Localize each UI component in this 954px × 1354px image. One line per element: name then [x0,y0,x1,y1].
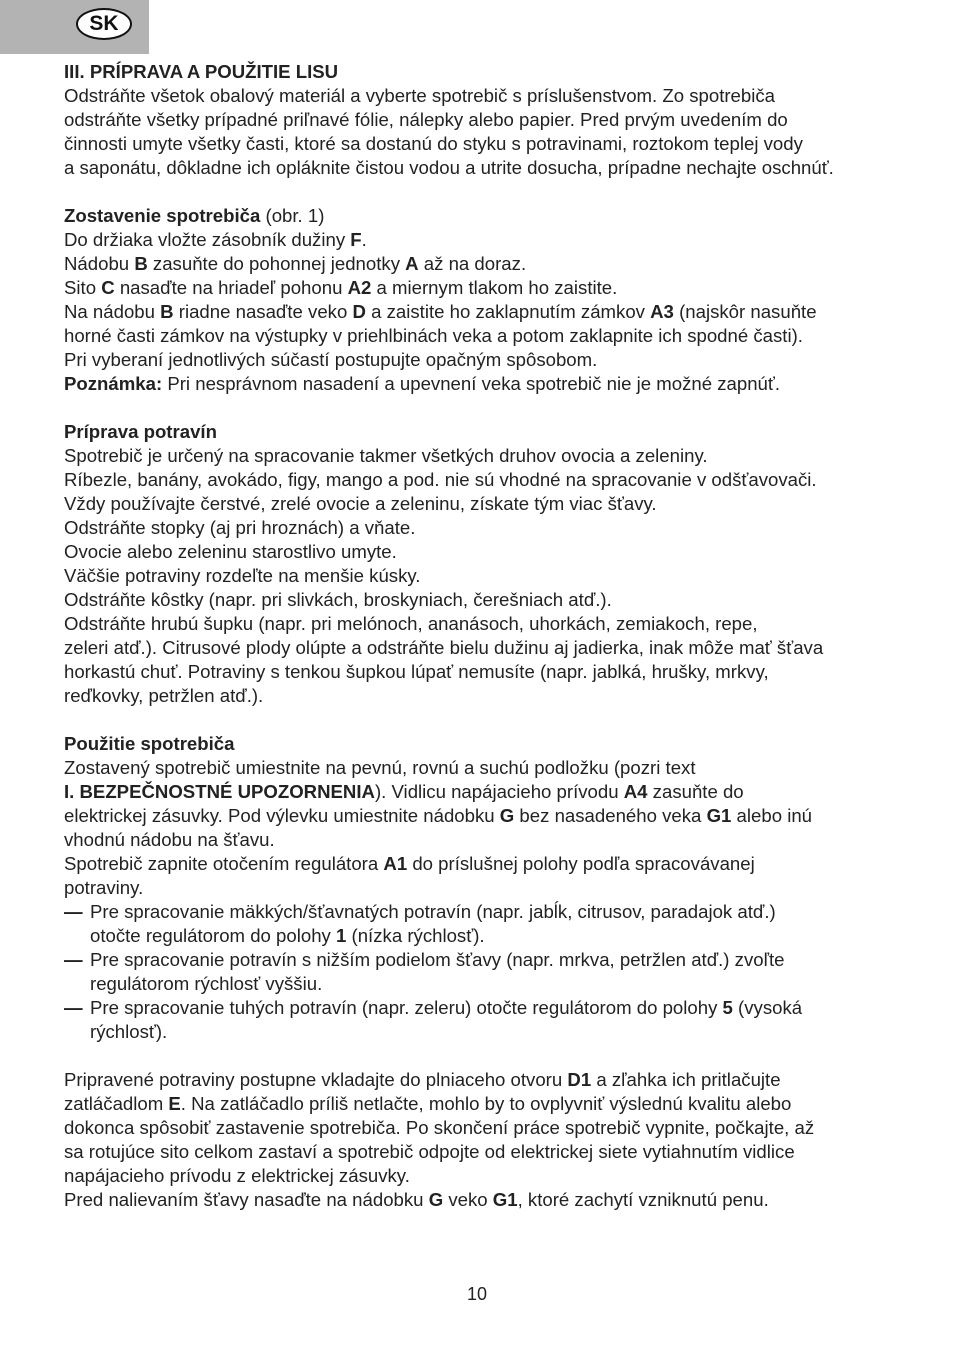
text: a zaistite ho zaklapnutím zámkov [365,301,651,322]
section-reference: I. BEZPEČNOSTNÉ UPOZORNENIA [64,781,375,802]
text: do príslušnej polohy podľa spracovávanej [407,853,755,874]
paragraph-line: Pri vyberaní jednotlivých súčastí postupujte opačným spôsobom. [64,349,598,370]
part-label: A [405,253,419,274]
text: Do držiaka vložte zásobník dužiny [64,229,351,250]
part-label: G1 [706,805,732,826]
part-label: G1 [492,1189,518,1210]
bullet-item [64,900,914,948]
bullet-line: rýchlosť). [90,1021,168,1042]
paragraph-line: zeleri atď.). Citrusové plody olúpte a odstráňte bielu dužinu aj jadierka, inak môže mať šťava [64,637,824,658]
text: zasuňte do [647,781,744,802]
part-label: G [499,805,515,826]
text: (nízka rýchlosť). [346,925,485,946]
paragraph-line [64,1188,914,1212]
bullet-item [64,948,914,996]
paragraph-line [64,228,914,252]
paragraph-line: Ríbezle, banány, avokádo, figy, mango a pod. nie sú vhodné na spracovanie v odšťavovači. [64,469,817,490]
part-label: F [350,229,362,250]
paragraph-line [64,276,914,300]
subsection-heading: Použitie spotrebiča [64,733,235,754]
paragraph-line [64,252,914,276]
paragraph-line: Vždy používajte čerstvé, zrelé ovocie a zeleninu, získate tým viac šťavy. [64,493,657,514]
heading-text: Zostavenie spotrebiča [64,205,261,226]
paragraph-line [64,780,914,804]
language-badge: SK [76,8,132,40]
text: až na doraz. [418,253,527,274]
paragraph-line: Odstráňte kôstky (napr. pri slivkách, broskyniach, čerešniach atď.). [64,589,612,610]
paragraph-line: Odstráňte stopky (aj pri hroznách) a vňate. [64,517,416,538]
paragraph-line [64,1092,914,1116]
paragraph-line: Odstráňte všetok obalový materiál a vyberte spotrebič s príslušenstvom. Zo spotrebiča [64,85,776,106]
page-number: 10 [466,1284,488,1304]
part-label: A1 [383,853,408,874]
part-label: A4 [623,781,648,802]
paragraph-line: činnosti umyte všetky časti, ktoré sa dostanú do styku s potravinami, roztokom teplej vody [64,133,803,154]
paragraph-line: Odstráňte hrubú šupku (napr. pri melónoch, ananásoch, uhorkách, zemiakoch, repe, [64,613,758,634]
text: Pripravené potraviny postupne vkladajte do plniaceho otvoru [64,1069,568,1090]
bullet-item [64,996,914,1044]
note-line [64,372,914,396]
figure-reference: (obr. 1) [260,205,325,226]
paragraph-line: Ovocie alebo zeleninu starostlivo umyte. [64,541,397,562]
text: zatláčadlom [64,1093,169,1114]
paragraph-line: sa rotujúce sito celkom zastaví a spotrebič odpojte od elektrickej siete vytiahnutím vidlice [64,1141,795,1162]
part-label: B [160,301,174,322]
text: . [361,229,367,250]
part-label: E [168,1093,181,1114]
part-label: A2 [347,277,372,298]
paragraph-line: horné časti zámkov na výstupky v priehlbinách veka a potom zaklapnite ich spodné časti). [64,325,803,346]
paragraph-line: Zostavený spotrebič umiestnite na pevnú, rovnú a suchú podložku (pozri text [64,757,696,778]
paragraph-line: napájacieho prívodu z elektrickej zásuvky. [64,1165,410,1186]
text: Pred nalievaním šťavy nasaďte na nádobku [64,1189,429,1210]
bullet-line [90,996,914,1020]
paragraph-line: horkastú chuť. Potraviny s tenkou šupkou lúpať nemusíte (napr. jablká, hrušky, mrkvy, [64,661,769,682]
note-label: Poznámka: [64,373,163,394]
bullet-line: Pre spracovanie mäkkých/šťavnatých potravín (napr. jabĺk, citrusov, paradajok atď.) [90,901,776,922]
dash-bullet: — [64,997,83,1018]
text: (vysoká [732,997,803,1018]
bullet-line: Pre spracovanie potravín s nižším podielom šťavy (napr. mrkva, petržlen atď.) zvoľte [90,949,785,970]
bullet-line [90,924,914,948]
document-body [64,60,914,1212]
paragraph-line [64,804,914,828]
text: zasuňte do pohonnej jednotky [147,253,406,274]
part-label: D1 [567,1069,592,1090]
paragraph-line: Spotrebič je určený na spracovanie takmer všetkých druhov ovocia a zeleniny. [64,445,708,466]
dash-bullet: — [64,949,83,970]
paragraph-line [64,300,914,324]
text: Pre spracovanie tuhých potravín (napr. zeleru) otočte regulátorom do polohy [90,997,723,1018]
text: Na nádobu [64,301,161,322]
language-tab [0,0,149,54]
paragraph-line: dokonca spôsobiť zastavenie spotrebiča. Po skončení práce spotrebič vypnite, počkajte, až [64,1117,815,1138]
text: a zľahka ich pritlačujte [591,1069,781,1090]
part-label: D [352,301,366,322]
part-label: B [134,253,148,274]
part-label: A3 [650,301,674,322]
text: Nádobu [64,253,135,274]
subsection-heading: Príprava potravín [64,421,217,442]
text: ). Vidlicu napájacieho prívodu [374,781,624,802]
paragraph-line: Väčšie potraviny rozdeľte na menšie kúsky. [64,565,421,586]
text: elektrickej zásuvky. Pod výlevku umiestnite nádobku [64,805,500,826]
part-label: G [428,1189,444,1210]
paragraph-line: reďkovky, petržlen atď.). [64,685,264,706]
paragraph-line [64,1068,914,1092]
subsection-heading [64,204,914,228]
text: Spotrebič zapnite otočením regulátora [64,853,384,874]
dash-bullet: — [64,901,83,922]
paragraph-line [64,852,914,876]
paragraph-line: potraviny. [64,877,144,898]
text: Sito [64,277,102,298]
text: alebo inú [731,805,813,826]
text: veko [443,1189,493,1210]
text: otočte regulátorom do polohy [90,925,337,946]
section-heading: III. PRÍPRAVA A POUŽITIE LISU [64,61,339,82]
text: bez nasadeného veka [514,805,707,826]
speed-value: 1 [336,925,347,946]
text: (najskôr nasuňte [673,301,817,322]
text: nasaďte na hriadeľ pohonu [114,277,348,298]
text: . Na zatláčadlo príliš netlačte, mohlo by to ovplyvniť výslednú kvalitu alebo [180,1093,792,1114]
bullet-line: regulátorom rýchlosť vyššiu. [90,973,323,994]
text: , ktoré zachytí vzniknutú penu. [517,1189,769,1210]
note-text: Pri nesprávnom nasadení a upevnení veka spotrebič nie je možné zapnúť. [162,373,781,394]
part-label: C [101,277,115,298]
text: a miernym tlakom ho zaistite. [371,277,618,298]
paragraph-line: a saponátu, dôkladne ich opláknite čistou vodou a utrite dosucha, prípadne nechajte oschnúť. [64,157,834,178]
paragraph-line: odstráňte všetky prípadné priľnavé fólie, nálepky alebo papier. Pred prvým uvedením do [64,109,788,130]
text: riadne nasaďte veko [173,301,353,322]
paragraph-line: vhodnú nádobu na šťavu. [64,829,275,850]
speed-value: 5 [722,997,733,1018]
